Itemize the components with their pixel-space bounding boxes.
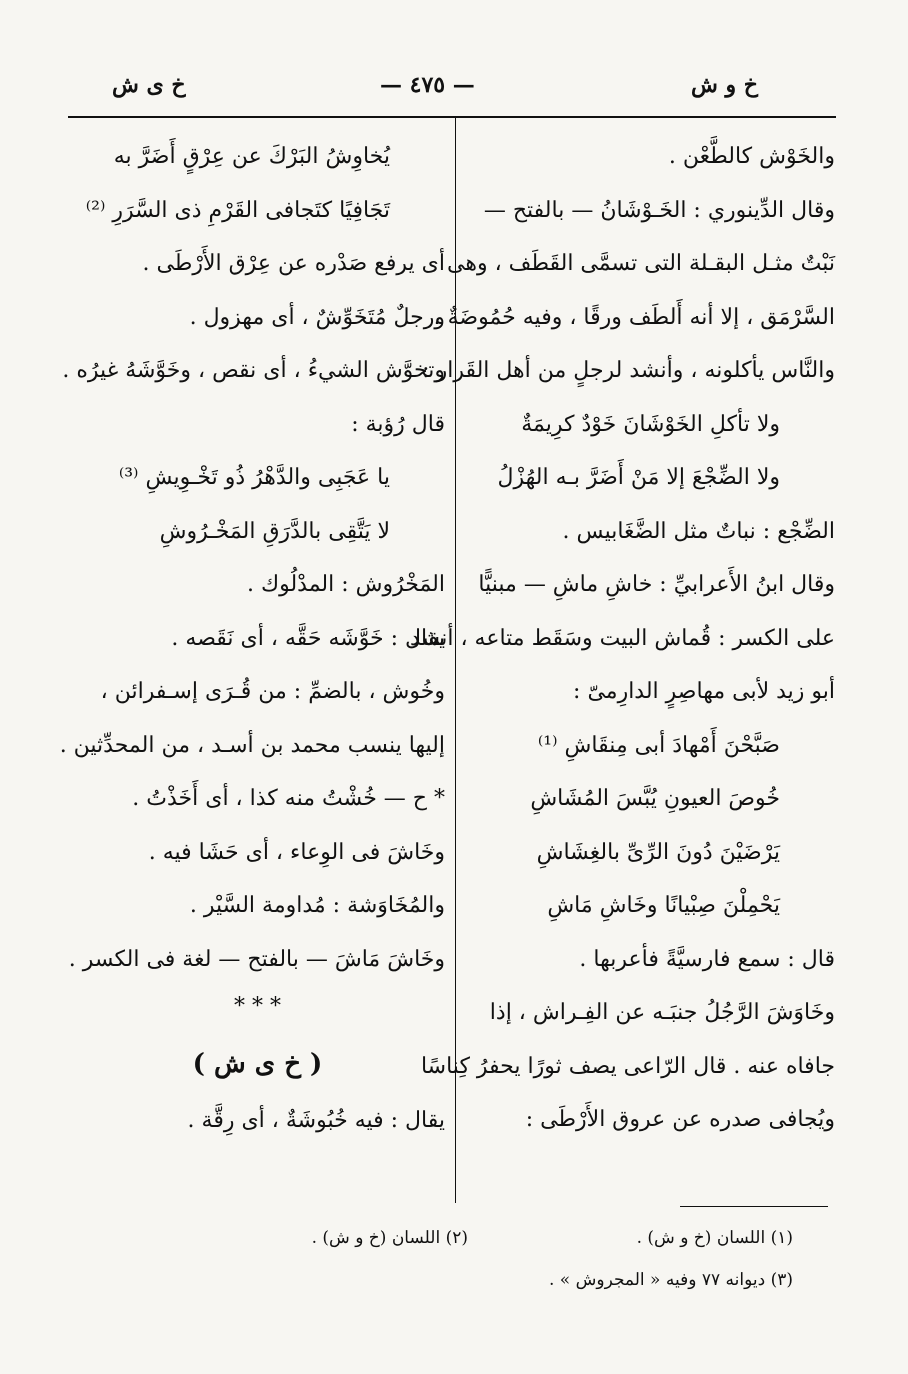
header-rule xyxy=(68,116,836,118)
text-line: والنَّاس يأكلونه ، وأنشد لرجلٍ من أهل القَرار : xyxy=(422,358,835,383)
text-line: قال رُؤبة : xyxy=(351,411,445,437)
header-root-left: خ ى ش xyxy=(112,72,186,98)
text-line: أى يرفع صَدْره عن عِرْق الأَرْطَى . xyxy=(142,251,445,276)
text-line: ورجلٌ مُتَخَوِّشٌ ، أى مهزول . xyxy=(189,304,445,330)
section-heading: ( خ ى ش ) xyxy=(192,1049,323,1079)
verse-line: صَبَّحْنَ أَمْهادَ أبى مِنقَاشِ ⁽¹⁾ xyxy=(537,732,780,758)
text-line: جافاه عنه . قال الرّاعى يصف ثورًا يحفرُ كِناسًا xyxy=(420,1053,835,1079)
verse-line: ولا تأكلِ الخَوْشَانَ خَوْدٌ كرِيمَةٌ xyxy=(521,411,780,437)
text-line: وخُوش ، بالضمِّ : من قُـرَى إسـفرائن ، xyxy=(100,679,445,704)
verse-line: خُوصَ العيونِ يُبَّسَ المُشَاشِ xyxy=(530,786,780,811)
verse-line: لا يَتَّقِى بالدَّرَقِ المَخْـرُوشِ xyxy=(159,518,390,544)
verse-line: يَرْضَيْنَ دُونَ الرِّىِّ بالغِشَاشِ xyxy=(536,839,780,865)
text-line: يقال : فيه خُبُوشَةٌ ، أى رِقَّة . xyxy=(187,1108,445,1133)
text-line: نَبْتٌ مثـل البقـلة التى تسمَّى القَطَف ، وهى xyxy=(447,251,835,276)
verse-line: يَحْمِلْنَ صِبْيانًا وخَاشِ مَاشِ xyxy=(547,893,780,918)
right-column xyxy=(410,130,835,1147)
text-line: وتخوَّش الشيءُ ، أى نقص ، وخَوَّشَهُ غيرُه . xyxy=(62,358,445,383)
text-line: وقال الدِّينوري : الخَـوْشَانُ — بالفتح — xyxy=(483,197,835,223)
text-line: إليها ينسب محمد بن أسـد ، من المحدِّثين . xyxy=(59,732,445,758)
text-line: السَّرْمَق ، إلا أنه أَلطَف ورقًا ، وفيه حُمُوضَةٌ ، xyxy=(433,304,835,330)
verse-line: تَجَافِيًا كتَجافى القَرْمِ ذى السَّرَرِ ⁽²⁾ xyxy=(85,197,390,223)
text-line: والمُخَاوَشة : مُداومة السَّيْر . xyxy=(189,893,445,918)
text-line: ويُجافى صدره عن عروق الأَرْطَى : xyxy=(525,1107,835,1132)
text-line: * ح — خُشْتُ منه كذا ، أى أَخَذْتُ . xyxy=(132,786,445,811)
text-line: وخَاشَ فى الوِعاء ، أى حَشَا فيه . xyxy=(148,839,445,865)
text-line: قال : سمع فارسيَّةً فأعربها . xyxy=(579,946,835,972)
page-number: — ٤٧٥ — xyxy=(380,72,475,98)
text-line: وخَاوَشَ الرَّجُلُ جنبَـه عن الفِـراش ، إذا xyxy=(489,1000,835,1025)
footnote-1: (١) اللسان (خ و ش) . xyxy=(636,1228,793,1248)
text-line: المَخْرُوش : المدْلُوك . xyxy=(246,572,445,597)
left-column xyxy=(59,130,445,1148)
text-line: أبو زيد لأبى مهاصِرٍ الدارِمىّ : xyxy=(573,679,835,704)
text-line: الضِّجْع : نباتٌ مثل الضَّغَابيس . xyxy=(562,518,835,544)
verse-line: يُخاوِشُ البَرْكَ عن عِرْقٍ أَضَرَّ به xyxy=(113,144,390,169)
text-line: على الكسر : قُماش البيت وسَقَط متاعه ، أنشد xyxy=(410,625,835,651)
footnote-rule xyxy=(680,1206,828,1207)
verse-line: يا عَجَبِى والدَّهْرُ ذُو تَخْـوِيشِ ⁽³⁾ xyxy=(118,465,390,490)
footnote-2: (٢) اللسان (خ و ش) . xyxy=(311,1228,468,1248)
text-line: وقال ابنُ الأَعرابيِّ : خاشِ ماشِ — مبنيًّا xyxy=(478,572,835,597)
footnote-3: (٣) ديوانه ٧٧ وفيه « المجروش » . xyxy=(549,1270,793,1290)
header-root-right: خ و ش xyxy=(691,72,758,98)
text-line: وخَاشَ مَاشَ — بالفتح — لغة فى الكسر . xyxy=(68,946,445,972)
text-line: يقال : خَوَّشَه حَقَّه ، أى نَقَصه . xyxy=(171,625,445,651)
text-line: والخَوْش كالطَّعْن . xyxy=(668,144,835,169)
section-separator: * * * xyxy=(234,994,281,1019)
verse-line: ولا الضِّجْعَ إلا مَنْ أَضَرَّ بـه الهُزْلُ xyxy=(497,465,780,490)
